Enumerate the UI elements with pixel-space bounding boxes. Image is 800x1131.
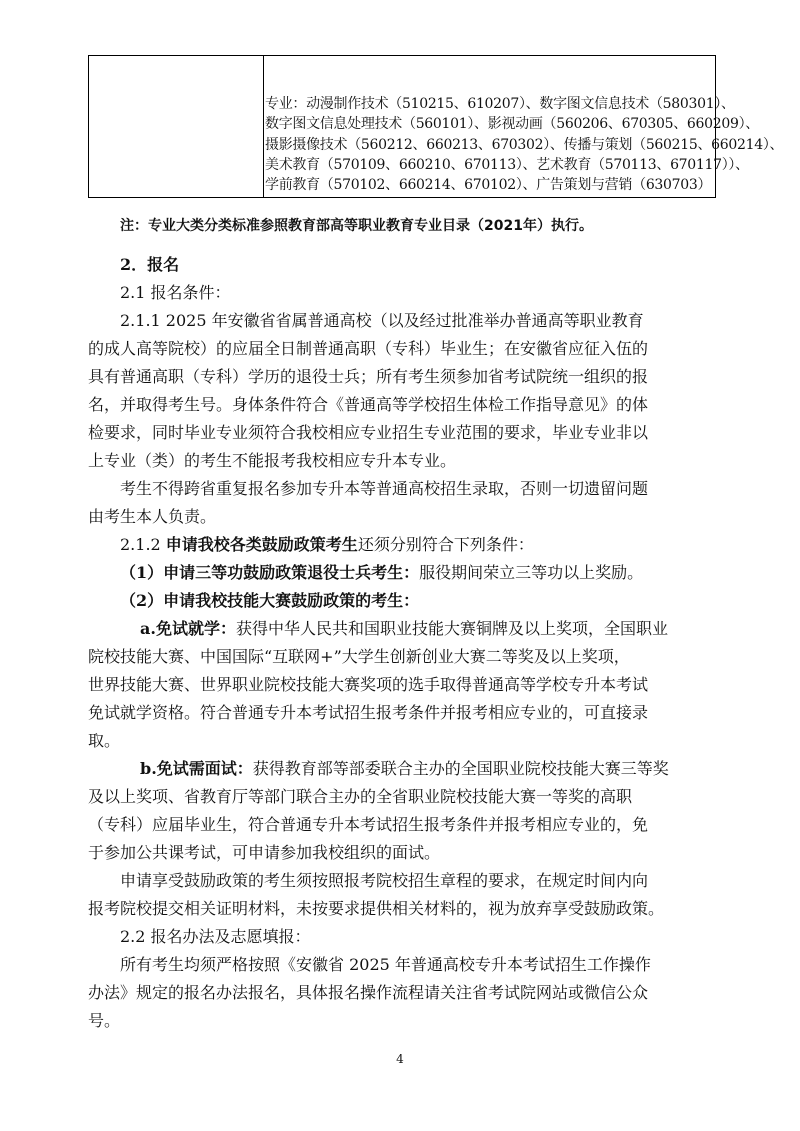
item-a-first-line (140, 616, 768, 639)
item-2-heading: （2）申请我校技能大赛鼓励政策的考生： (120, 591, 420, 610)
item-b-line: 获得教育部等部委联合主办的全国职业院校技能大赛三等奖 (252, 759, 669, 778)
item-b-line: 于参加公共课考试，可申请参加我校组织的面试。 (88, 843, 441, 862)
paragraph-2-1-1-line: 的成人高等院校）的应届全日制普通高职（专科）毕业生；在安徽省应征入伍的 (88, 339, 649, 358)
paragraph-2-1-1-line: 名，并取得考生号。身体条件符合《普通高等学校招生体检工作指导意见》的体 (88, 395, 649, 414)
paragraph-2-1-2-bold: 申请我校各类鼓励政策考生 (165, 535, 358, 554)
table-note: 注：专业大类分类标准参照教育部高等职业教育专业目录（2021年）执行。 (120, 218, 593, 234)
paragraph-2-1-2-rest: 还须分别符合下列条件： (357, 535, 534, 554)
paragraph-2-2-line: 所有考生均须严格按照《安徽省 2025 年普通高校专升本考试招生工作操作 (120, 955, 651, 974)
paragraph-materials-line: 申请享受鼓励政策的考生须按照报考院校招生章程的要求，在规定时间内向 (120, 871, 649, 890)
item-1-text: 服役期间荣立三等功以上奖励。 (419, 563, 644, 582)
item-a-line: 获得中华人民共和国职业技能大赛铜牌及以上奖项，全国职业 (235, 619, 668, 638)
majors-line: 学前教育（570102、660214、670102）、广告策划与营销（630703） (265, 177, 712, 194)
item-a-line: 取。 (88, 731, 121, 750)
majors-line: 摄影摄像技术（560212、660213、670302）、传播与策划（560215、660214）、 (265, 136, 784, 153)
majors-cell (265, 94, 784, 195)
item-a-line: 院校技能大赛、中国国际“互联网+”大学生创新创业大赛二等奖及以上奖项， (88, 647, 630, 666)
paragraph-2-1-2-number: 2.1.2 (120, 535, 166, 554)
majors-line: 专业：动漫制作技术（510215、610207）、数字图文信息技术（580301）、 (265, 96, 735, 112)
item-b-heading: b.免试需面试： (140, 759, 253, 778)
item-b-first-line (140, 756, 768, 779)
section-2-2-title: 2.2 报名办法及志愿填报： (120, 927, 311, 946)
paragraph-2-1-2 (120, 532, 748, 555)
section-2-1-title: 2.1 报名条件： (120, 283, 231, 302)
item-b-line: （专科）应届毕业生，符合普通专升本考试招生报考条件并报考相应专业的，免 (88, 815, 649, 834)
item-b-line: 及以上奖项、省教育厅等部门联合主办的全省职业院校技能大赛一等奖的高职 (88, 787, 633, 806)
majors-line: 数字图文信息处理技术（560101）、影视动画（560206、670305、660209）、 (265, 116, 759, 133)
item-a-line: 免试就学资格。符合普通专升本考试招生报考条件并报考相应专业的，可直接录 (88, 703, 649, 722)
paragraph-2-1-1-line: 上专业（类）的考生不能报考我校相应专升本专业。 (88, 451, 457, 470)
item-a-heading: a.免试就学： (140, 619, 236, 638)
paragraph-2-1-1-line: 2.1.1 2025 年安徽省省属普通高校（以及经过批准举办普通高等职业教育 (120, 311, 644, 330)
table-column-divider (263, 56, 264, 197)
paragraph-2-2-line: 办法》规定的报名办法报名，具体报名操作流程请关注省考试院网站或微信公众 (88, 983, 649, 1002)
section-2-title: 2．报名 (120, 255, 180, 274)
paragraph-2-1-1-line: 检要求，同时毕业专业须符合我校相应专业招生专业范围的要求，毕业专业非以 (88, 423, 649, 442)
item-1-heading: （1）申请三等功鼓励政策退役士兵考生： (120, 563, 420, 582)
majors-table (88, 55, 784, 198)
paragraph-no-cross-line: 考生不得跨省重复报名参加专升本等普通高校招生录取，否则一切遗留问题 (120, 479, 649, 498)
item-1 (120, 560, 748, 583)
majors-line: 美术教育（570109、660210、670113）、艺术教育（570113、670117））、 (265, 156, 749, 173)
paragraph-materials-line: 报考院校提交相关证明材料，未按要求提供相关材料的，视为放弃享受鼓励政策。 (88, 899, 665, 918)
page-number: 4 (396, 1052, 404, 1066)
item-a-line: 世界技能大赛、世界职业院校技能大赛奖项的选手取得普通高等学校专升本考试 (88, 675, 649, 694)
paragraph-2-1-1-line: 具有普通高职（专科）学历的退役士兵；所有考生须参加省考试院统一组织的报 (88, 367, 649, 386)
paragraph-2-2-line: 号。 (88, 1011, 121, 1030)
paragraph-no-cross-line: 由考生本人负责。 (88, 507, 217, 526)
